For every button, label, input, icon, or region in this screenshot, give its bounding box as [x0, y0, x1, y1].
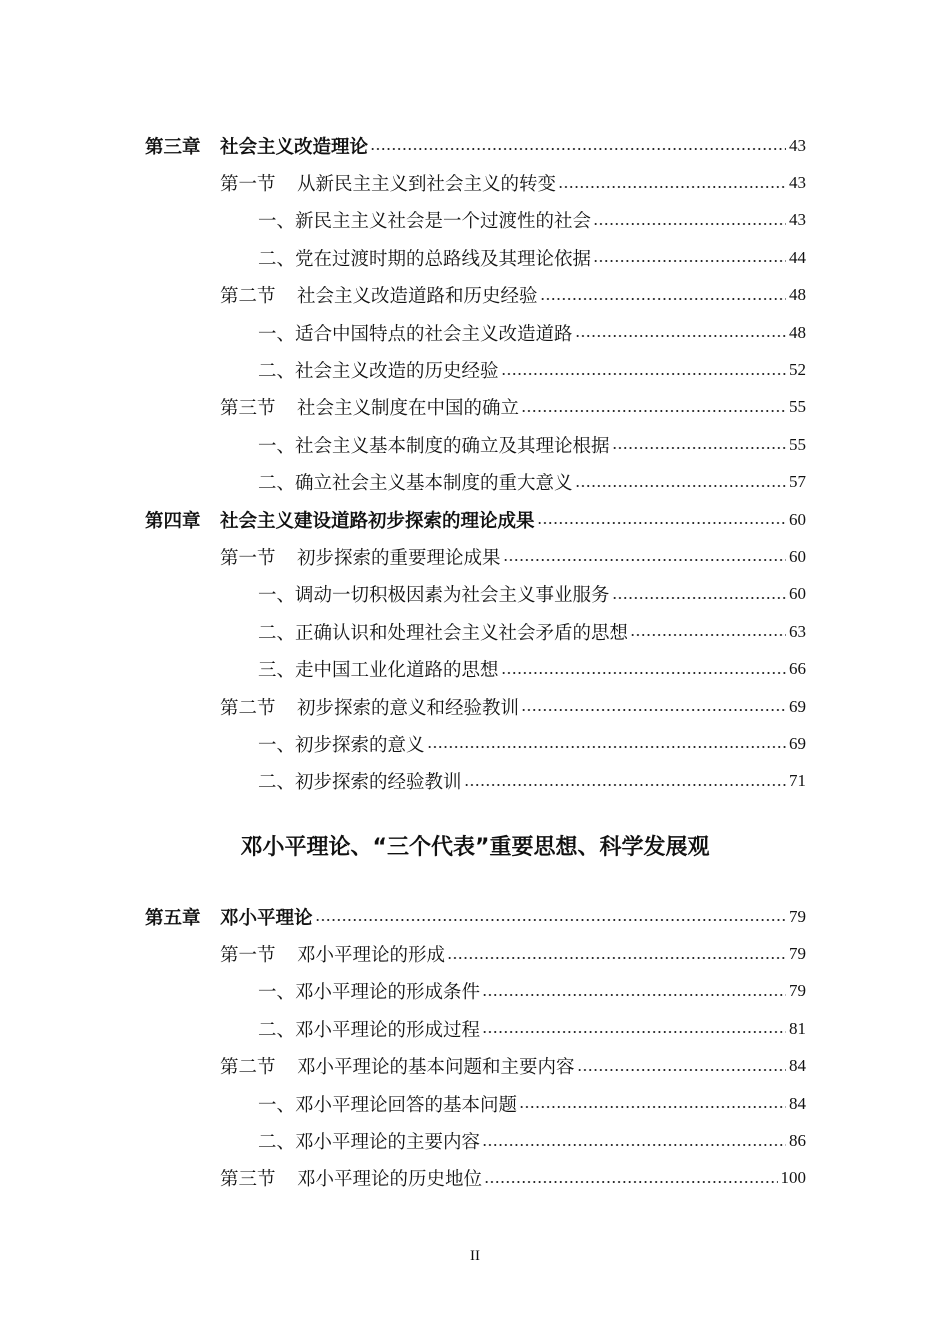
toc-item-title: 三、走中国工业化道路的思想 [258, 660, 499, 682]
dot-leader [540, 296, 786, 302]
toc-item-entry [0, 1010, 806, 1047]
toc-page-number: 79 [789, 981, 806, 1001]
toc-item-entry [0, 351, 806, 388]
toc-chapter-entry [0, 898, 806, 935]
toc-section-number: 第二节 [220, 286, 276, 308]
toc-item-entry [0, 725, 806, 762]
dot-leader [484, 1179, 777, 1185]
toc-item-entry [0, 576, 806, 613]
toc-page-number: 63 [789, 621, 806, 641]
toc-page-number: 43 [789, 173, 806, 193]
toc-section-entry [0, 688, 806, 725]
toc-section-entry [0, 389, 806, 426]
dot-leader [521, 707, 786, 713]
toc-list-part-1 [0, 127, 806, 800]
toc-item-title: 一、社会主义基本制度的确立及其理论根据 [258, 435, 610, 457]
page-footer-number: II [470, 1248, 480, 1264]
toc-chapter-number: 第五章 [145, 907, 201, 929]
toc-page-number: 55 [789, 434, 806, 454]
toc-item-title: 二、邓小平理论的主要内容 [258, 1132, 481, 1154]
toc-page-number: 60 [789, 546, 806, 566]
toc-page-number: 60 [789, 584, 806, 604]
toc-chapter-entry [0, 127, 806, 164]
toc-item-title: 一、新民主主义社会是一个过渡性的社会 [258, 211, 592, 233]
dot-leader [593, 221, 786, 227]
toc-item-title: 一、邓小平理论回答的基本问题 [258, 1094, 518, 1116]
toc-section-entry [0, 164, 806, 201]
toc-page-number: 60 [789, 509, 806, 529]
toc-item-title: 二、初步探索的经验教训 [258, 772, 462, 794]
toc-item-entry [0, 464, 806, 501]
toc-item-entry [0, 973, 806, 1010]
toc-section-title: 从新民主主义到社会主义的转变 [297, 174, 557, 196]
toc-section-entry [0, 538, 806, 575]
dot-leader [575, 483, 786, 489]
toc-section-number: 第二节 [220, 697, 276, 719]
dot-leader [558, 184, 786, 190]
dot-leader [315, 917, 786, 923]
toc-page-number: 57 [789, 472, 806, 492]
dot-leader [537, 520, 786, 526]
dot-leader [501, 371, 786, 377]
toc-page-number: 44 [789, 247, 806, 267]
toc-chapter-number: 第三章 [145, 136, 201, 158]
toc-item-entry [0, 1122, 806, 1159]
dot-leader [427, 744, 786, 750]
toc-page-number: 81 [789, 1018, 806, 1038]
toc-item-title: 二、党在过渡时期的总路线及其理论依据 [258, 248, 592, 270]
toc-item-entry [0, 314, 806, 351]
toc-item-title: 一、初步探索的意义 [258, 734, 425, 756]
toc-chapter-title: 邓小平理论 [220, 907, 313, 929]
toc-item-title: 一、调动一切积极因素为社会主义事业服务 [258, 585, 610, 607]
toc-item-title: 二、正确认识和处理社会主义社会矛盾的思想 [258, 622, 629, 644]
toc-page-number: 84 [789, 1056, 806, 1076]
toc-item-entry [0, 763, 806, 800]
toc-section-title: 初步探索的意义和经验教训 [297, 697, 520, 719]
toc-section-title: 邓小平理论的形成 [297, 945, 446, 967]
toc-item-entry [0, 239, 806, 276]
toc-section-number: 第二节 [220, 1057, 276, 1079]
toc-page-number: 79 [789, 944, 806, 964]
toc-page-number: 48 [789, 285, 806, 305]
toc-item-title: 一、邓小平理论的形成条件 [258, 982, 481, 1004]
dot-leader [612, 595, 786, 601]
toc-section-number: 第三节 [220, 398, 276, 420]
toc-section-number: 第三节 [220, 1169, 276, 1191]
toc-page-number: 55 [789, 397, 806, 417]
toc-page-number: 71 [789, 771, 806, 791]
dot-leader [447, 955, 786, 961]
dot-leader [370, 146, 786, 152]
dot-leader [575, 333, 786, 339]
toc-page-number: 69 [789, 696, 806, 716]
dot-leader [612, 445, 786, 451]
toc-item-entry [0, 426, 806, 463]
toc-page-number: 79 [789, 906, 806, 926]
dot-leader [501, 670, 786, 676]
toc-item-entry [0, 613, 806, 650]
toc-chapter-title: 社会主义建设道路初步探索的理论成果 [220, 510, 535, 532]
dot-leader [519, 1104, 786, 1110]
dot-leader [482, 992, 786, 998]
dot-leader [630, 632, 786, 638]
toc-list-part-2 [0, 898, 806, 1197]
toc-section-entry [0, 1048, 806, 1085]
toc-section-title: 初步探索的重要理论成果 [297, 547, 501, 569]
toc-section-title: 社会主义制度在中国的确立 [297, 398, 520, 420]
toc-page-number: 69 [789, 733, 806, 753]
dot-leader [482, 1029, 786, 1035]
toc-section-title: 邓小平理论的历史地位 [297, 1169, 483, 1191]
toc-item-title: 二、社会主义改造的历史经验 [258, 361, 499, 383]
toc-section-number: 第一节 [220, 547, 276, 569]
toc-section-number: 第一节 [220, 945, 276, 967]
toc-section-entry [0, 277, 806, 314]
toc-chapter-number: 第四章 [145, 510, 201, 532]
toc-section-entry [0, 1160, 806, 1197]
toc-page-number: 84 [789, 1093, 806, 1113]
toc-chapter-title: 社会主义改造理论 [220, 136, 369, 158]
toc-item-entry [0, 1085, 806, 1122]
dot-leader [521, 408, 786, 414]
toc-item-title: 二、确立社会主义基本制度的重大意义 [258, 473, 573, 495]
toc-page-number: 66 [789, 659, 806, 679]
toc-page-number: 52 [789, 360, 806, 380]
toc-item-title: 一、适合中国特点的社会主义改造道路 [258, 323, 573, 345]
dot-leader [593, 258, 786, 264]
toc-page-number: 43 [789, 135, 806, 155]
toc-page-number: 100 [780, 1168, 806, 1188]
toc-item-entry [0, 202, 806, 239]
toc-item-title: 二、邓小平理论的形成过程 [258, 1019, 481, 1041]
toc-item-entry [0, 650, 806, 687]
toc-section-title: 邓小平理论的基本问题和主要内容 [297, 1057, 575, 1079]
toc-page-number: 48 [789, 322, 806, 342]
toc-section-entry [0, 935, 806, 972]
toc-page-number: 43 [789, 210, 806, 230]
toc-section-number: 第一节 [220, 174, 276, 196]
dot-leader [503, 557, 786, 563]
part-heading: 邓小平理论、“三个代表”重要思想、科学发展观 [240, 835, 710, 860]
toc-chapter-entry [0, 501, 806, 538]
dot-leader [464, 782, 786, 788]
toc-page-number: 86 [789, 1131, 806, 1151]
dot-leader [482, 1142, 786, 1148]
toc-section-title: 社会主义改造道路和历史经验 [297, 286, 538, 308]
dot-leader [577, 1067, 786, 1073]
